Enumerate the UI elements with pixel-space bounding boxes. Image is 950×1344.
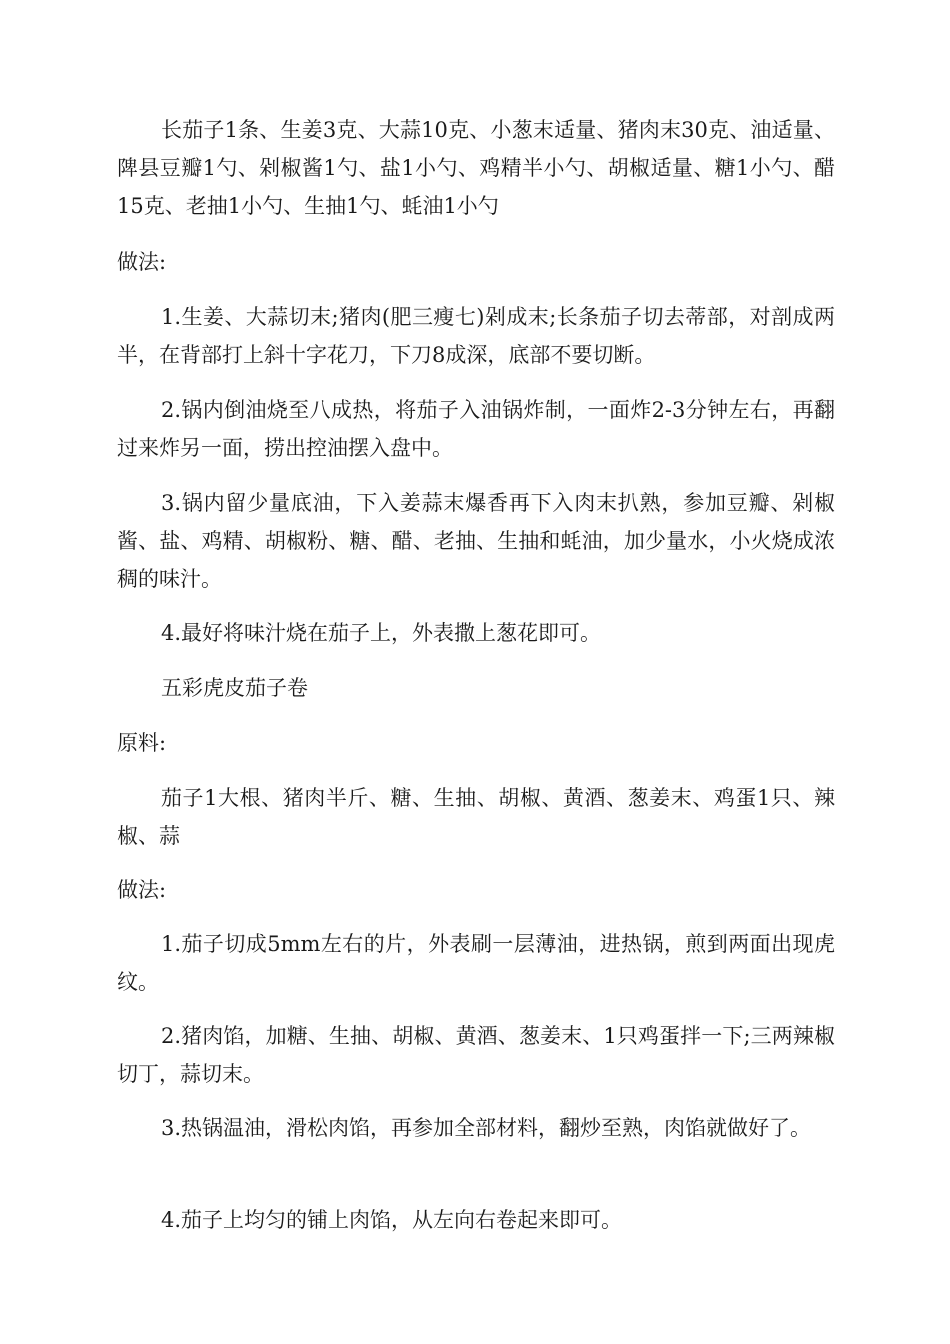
recipe2-title: 五彩虎皮茄子卷	[161, 676, 308, 700]
recipe1-step-3: 3.锅内留少量底油，下入姜蒜末爆香再下入肉末扒熟，参加豆瓣、剁椒酱、盐、鸡精、胡椒粉、糖、醋、老抽、生抽和蚝油，加少量水，小火烧成浓稠的味汁。	[117, 491, 835, 591]
recipe1-method-label: 做法:	[117, 250, 167, 274]
recipe1-step-1: 1.生姜、大蒜切末;猪肉(肥三瘦七)剁成末;长条茄子切去蒂部，对剖成两半，在背部打上斜十字花刀，下刀8成深，底部不要切断。	[117, 305, 835, 367]
recipe2-step-4: 4.茄子上均匀的铺上肉馅，从左向右卷起来即可。	[161, 1208, 623, 1232]
recipe1-ingredients: 长茄子1条、生姜3克、大蒜10克、小葱末适量、猪肉末30克、油适量、陴县豆瓣1勺、剁椒酱1勺、盐1小勺、鸡精半小勺、胡椒适量、糖1小勺、醋15克、老抽1小勺、生抽1勺、蚝油1小勺	[117, 118, 835, 218]
recipe2-step-1: 1.茄子切成5mm左右的片，外表刷一层薄油，进热锅，煎到两面出现虎纹。	[117, 932, 835, 994]
recipe2-step-3: 3.热锅温油，滑松肉馅，再参加全部材料，翻炒至熟，肉馅就做好了。	[161, 1116, 812, 1140]
recipe2-ingredients: 茄子1大根、猪肉半斤、糖、生抽、胡椒、黄酒、葱姜末、鸡蛋1只、辣椒、蒜	[117, 786, 835, 848]
recipe2-step-2: 2.猪肉馅，加糖、生抽、胡椒、黄酒、葱姜末、1只鸡蛋拌一下;三两辣椒切丁，蒜切末。	[117, 1024, 835, 1086]
recipe1-step-2: 2.锅内倒油烧至八成热，将茄子入油锅炸制，一面炸2-3分钟左右，再翻过来炸另一面，捞出控油摆入盘中。	[117, 398, 835, 460]
recipe2-ingredients-label: 原料:	[117, 731, 167, 755]
recipe1-step-4: 4.最好将味汁烧在茄子上，外表撒上葱花即可。	[161, 621, 602, 645]
recipe2-method-label: 做法:	[117, 878, 167, 902]
